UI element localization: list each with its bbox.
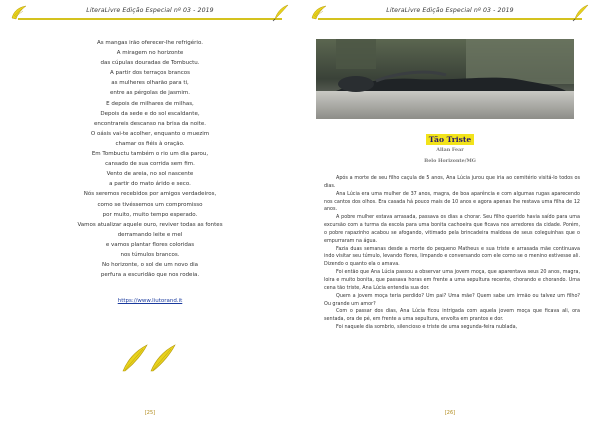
- header-title: LiteraLivre Edição Especial nº 03 - 2019: [82, 7, 217, 14]
- header-rule: [18, 18, 282, 20]
- story-paragraph: Com o passar dos dias, Ana Lúcia ficou intrigada com aquela jovem moça que ficava ali, ora sentada, ora de pé, em frente a uma sepultura, envolta em prantos e dor.: [324, 308, 580, 323]
- page-header: [310, 4, 590, 26]
- poem-line: a partir do mato árido e seco.: [109, 181, 191, 188]
- header-title: LiteraLivre Edição Especial nº 03 - 2019: [382, 7, 517, 14]
- poem-line: entre as pérgolas de jasmim.: [109, 90, 191, 97]
- poem-line: e vamos plantar flores coloridas: [105, 241, 195, 248]
- page-number: [25]: [144, 410, 156, 416]
- poem-line: Nós seremos recebidos por amigos verdadeiros,: [83, 191, 217, 198]
- poem-line: como se tivéssemos um compromisso: [97, 201, 203, 208]
- page-number: [26]: [444, 410, 456, 416]
- poem-line: No horizonte, o sol de um novo dia: [101, 262, 199, 269]
- poem-line: perfura a escuridão que nos rodeia.: [100, 272, 200, 279]
- poem-line: Em Tombuctu também o rio um dia parou,: [91, 151, 209, 158]
- poem-line: Vamos atualizar aquele ouro, reviver todas as fontes: [77, 221, 223, 228]
- story-author: Allan Fear: [436, 147, 464, 153]
- story-paragraph: Ana Lúcia era uma mulher de 37 anos, magra, de boa aparência e com algumas rugas aparecendo nos cantos dos olhos. Era casada há pouco mais de 10 anos e agora apenas lhe restava uma filha de 12 anos.: [324, 190, 580, 213]
- poem-line: chamar os fiéis à oração.: [115, 140, 185, 147]
- story-body: [324, 175, 580, 332]
- quill-pen-icon: [572, 4, 590, 22]
- author-website-link[interactable]: https://www.liutorand.it: [117, 298, 183, 305]
- quill-pen-icon: [272, 4, 290, 22]
- poem-line: cansado de sua corrida sem fim.: [105, 161, 195, 168]
- poem-line: Vento de areia, no sol nascente: [106, 171, 194, 178]
- poem-line: encontrareis descanso na brisa da noite.: [94, 120, 206, 127]
- grieving-statue-photo: [316, 39, 574, 119]
- story-title: Tão Triste: [426, 134, 475, 145]
- story-paragraph: Fazia duas semanas desde a morte do pequeno Matheus e sua triste e arrasada mãe continuava indo visitar seu túmulo, levando flores, limpando e conversando com ele como se o menino estivesse ali. Dizendo o quanto ela o amava.: [324, 245, 580, 268]
- story-paragraph: Foi então que Ana Lúcia passou a observar uma jovem moça, que aparentava seus 20 anos, magra, loira e muito bonita, que passava horas em frente a uma sepultura recente, chorando e chorando. Uma cena tão triste, Ana Lúcia entendia sua dor.: [324, 269, 580, 291]
- story-paragraph: A pobre mulher estava arrasada, passava os dias a chorar. Seu filho querido havia saído para uma excursão com a turma da escola para uma bonita cachoeira que ficava nos arredores da cidade. Porém, o pobre rapazinho acabou se afogando, vitimado pela brincadeira maldosa de seus coleguinhas que o empurraram na água.: [324, 214, 580, 244]
- poem-line: A partir dos terraços brancos: [110, 70, 190, 77]
- story-paragraph: Quem a jovem moça teria perdido? Um pai? Uma mãe? Quem sabe um irmão ou talvez um filho? Ou grande um amor?: [324, 292, 580, 307]
- story-paragraph: Após a morte de seu filho caçula de 5 anos, Ana Lúcia jurou que iria ao cemitério visitá-lo todos os dias.: [324, 175, 580, 189]
- poem-line: nos túmulos brancos.: [120, 251, 180, 258]
- story-city: Belo Horizonte/MG: [424, 158, 476, 164]
- story-paragraph: Foi naquele dia sombrio, silencioso e triste de uma segunda-feira nublada,: [336, 324, 518, 331]
- poem-line: E depois de milhares de milhas,: [106, 100, 194, 107]
- page-header: [10, 4, 290, 26]
- header-rule: [318, 18, 582, 20]
- poem-line: derramando leite e mel: [117, 231, 183, 238]
- poem-line: por muito, muito tempo esperado.: [102, 211, 198, 218]
- poem-line: as mulheres olharão para ti,: [111, 80, 189, 87]
- right-page: [300, 0, 600, 424]
- poem-line: O oásis vai-te acolher, enquanto o muezim: [90, 130, 210, 137]
- poem-line: Depois da sede e do sol escaldante,: [100, 110, 200, 117]
- golden-quills-icon: [115, 343, 185, 373]
- poem-line: das cúpulas douradas de Tombuctu.: [100, 60, 200, 67]
- poem-line: As mangas irão oferecer-lhe refrigério.: [97, 40, 203, 46]
- poem-line: A miragem no horizonte: [116, 50, 184, 57]
- poem: [40, 38, 260, 306]
